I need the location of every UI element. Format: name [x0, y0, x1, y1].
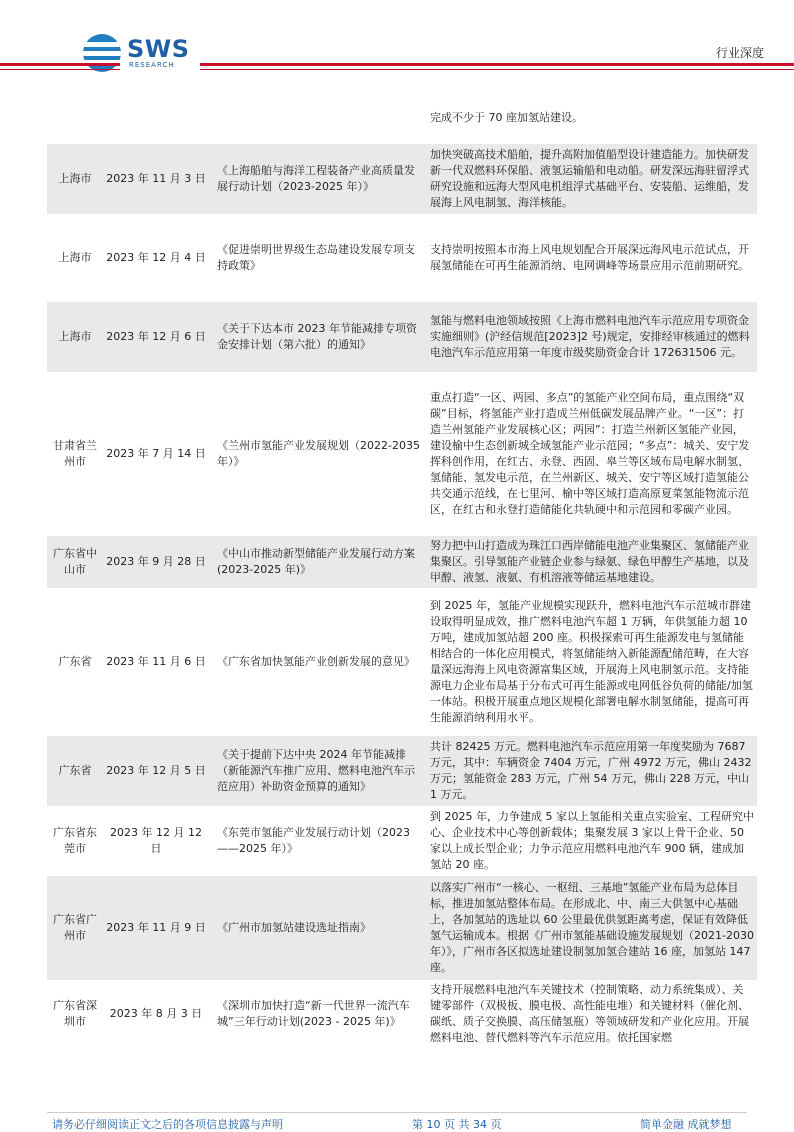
date-cell: 2023 年 11 月 3 日 [103, 144, 209, 214]
sws-logo [83, 34, 193, 74]
region-cell: 甘肃省兰州市 [47, 372, 103, 536]
region-cell: 广东省东莞市 [47, 806, 103, 876]
policy-content-cell: 氢能与燃料电池领域按照《上海市燃料电池汽车示范应用专项资金实施细则》(沪经信规范[2023]2 号)规定，安排经审核通过的燃料电池汽车示范应用第一年度市级奖励资金合计 172631506 元。 [424, 302, 757, 372]
policy-title-cell [209, 92, 424, 144]
policy-title-cell: 《深圳市加快打造“新一代世界一流汽车城”三年行动计划(2023 - 2025 年)》 [209, 980, 424, 1048]
policy-title-cell: 《东莞市氢能产业发展行动计划（2023——2025 年）》 [209, 806, 424, 876]
logo-globe-icon [83, 34, 121, 72]
table-row [47, 214, 757, 302]
header-rule-thin [200, 69, 794, 70]
region-cell: 广东省中山市 [47, 536, 103, 588]
region-cell [47, 92, 103, 144]
date-cell: 2023 年 12 月 4 日 [103, 214, 209, 302]
page-number: 第 10 页 共 34 页 [412, 1118, 502, 1131]
policy-title-cell: 《广州市加氢站建设选址指南》 [209, 876, 424, 980]
date-cell [103, 92, 209, 144]
policy-title-cell: 《中山市推动新型储能产业发展行动方案(2023-2025 年)》 [209, 536, 424, 588]
logo-subtext: RESEARCH [129, 61, 175, 69]
policy-title-cell: 《关于提前下达中央 2024 年节能减排（新能源汽车推广应用、燃料电池汽车示范应用）补助资金预算的通知》 [209, 736, 424, 806]
table-row [47, 588, 757, 736]
footer-disclaimer: 请务必仔细阅读正文之后的各项信息披露与声明 [52, 1118, 283, 1131]
date-cell: 2023 年 11 月 6 日 [103, 588, 209, 736]
table-row [47, 302, 757, 372]
region-cell: 广东省 [47, 588, 103, 736]
region-cell: 上海市 [47, 144, 103, 214]
policy-table [47, 92, 757, 1048]
region-cell: 广东省深圳市 [47, 980, 103, 1048]
region-cell: 上海市 [47, 302, 103, 372]
table-row [47, 736, 757, 806]
date-cell: 2023 年 12 月 12 日 [103, 806, 209, 876]
section-label: 行业深度 [715, 46, 764, 60]
footer-rule [47, 1112, 747, 1113]
header-rule [0, 63, 120, 66]
date-cell: 2023 年 12 月 5 日 [103, 736, 209, 806]
table-row [47, 372, 757, 536]
date-cell: 2023 年 8 月 3 日 [103, 980, 209, 1048]
region-cell: 广东省广州市 [47, 876, 103, 980]
table-row [47, 876, 757, 980]
footer-slogan: 简单金融 成就梦想 [640, 1118, 732, 1131]
policy-title-cell: 《兰州市氢能产业发展规划（2022-2035 年）》 [209, 372, 424, 536]
region-cell: 广东省 [47, 736, 103, 806]
policy-title-cell: 《促进崇明世界级生态岛建设发展专项支持政策》 [209, 214, 424, 302]
date-cell: 2023 年 11 月 9 日 [103, 876, 209, 980]
policy-content-cell: 努力把中山打造成为珠江口西岸储能电池产业集聚区、氢储能产业集聚区。引导氢能产业链企业参与绿氨、绿色甲醇生产基地，以及甲醇、液氢、液氨、有机溶液等储运基地建设。 [424, 536, 757, 588]
date-cell: 2023 年 7 月 14 日 [103, 372, 209, 536]
header-rule [200, 63, 794, 66]
header-rule-thin [0, 69, 120, 70]
policy-content-cell: 到 2025 年，力争建成 5 家以上氢能相关重点实验室、工程研究中心、企业技术中心等创新载体；集聚发展 3 家以上骨干企业、50 家以上成长型企业；力争示范应用燃料电池汽车 900 辆，建成加氢站 20 座。 [424, 806, 757, 876]
logo-text: SWS [127, 35, 190, 63]
table-row [47, 536, 757, 588]
date-cell: 2023 年 12 月 6 日 [103, 302, 209, 372]
policy-content-cell: 以落实广州市“一核心、一枢纽、三基地”氢能产业布局为总体目标，推进加氢站整体布局。在形成北、中、南三大供氢中心基础上，各加氢站的选址以 60 公里最优供氢距离考虑，保证有效降低氢气运输成本。根据《广州市氢能基础设施发展规划（2021-2030 年）》，广州市各区拟选址建设制氢加氢合建站 16 座，加氢站 147 座。 [424, 876, 757, 980]
policy-content-cell: 完成不少于 70 座加氢站建设。 [424, 92, 757, 144]
table-row [47, 144, 757, 214]
policy-content-cell: 加快突破高技术船舶，提升高附加值船型设计建造能力。加快研发新一代双燃料环保船、液氢运输船和电动船。研发深远海驻留浮式研究设施和远海大型风电机组浮式基础平台、安装船、运维船，发展海上风电制氢、海洋核能。 [424, 144, 757, 214]
policy-title-cell: 《上海船舶与海洋工程装备产业高质量发展行动计划（2023-2025 年）》 [209, 144, 424, 214]
date-cell: 2023 年 9 月 28 日 [103, 536, 209, 588]
policy-title-cell: 《广东省加快氢能产业创新发展的意见》 [209, 588, 424, 736]
policy-content-cell: 支持崇明按照本市海上风电规划配合开展深远海风电示范试点，开展氢储能在可再生能源消纳、电网调峰等场景应用示范前期研究。 [424, 214, 757, 302]
table-row [47, 806, 757, 876]
policy-content-cell: 重点打造“一区、两园、多点”的氢能产业空间布局，重点围绕“双碳”目标，将氢能产业打造成兰州低碳发展品牌产业。“一区”：打造兰州氢能产业发展核心区；两园”：打造兰州新区氢能产业园，建设榆中生态创新城全域氢能产业示范园；“多点”：城关、安宁发挥科创作用，在红古、永登、西固、皋兰等区域布局电解水制氢、氢储能、氢发电示范，在兰州新区、城关、安宁等区域打造氢能公共交通示范线，在七里河、榆中等区域打造高原夏菜氢能物流示范区，在红古和永登打造储能化共轨硬中和示范园和零碳产业园。 [424, 372, 757, 536]
policy-content-cell: 到 2025 年，氢能产业规模实现跃升，燃料电池汽车示范城市群建设取得明显成效，推广燃料电池汽车超 1 万辆，年供氢能力超 10 万吨，建成加氢站超 200 座。积极探索可再生能源发电与氢储能相结合的一体化应用模式，将氢储能纳入新能源配储范畴，在大容量深远海海上风电资源富集区域，开展海上风电制氢示范。支持能源电力企业布局基于分布式可再生能源或电网低谷负荷的储能/加氢一体站。积极开展重点地区规模化部署电解水制氢储能，提高可再生能源消纳利用水平。 [424, 588, 757, 736]
policy-content-cell: 共计 82425 万元。燃料电池汽车示范应用第一年度奖励为 7687 万元，其中：车辆资金 7404 万元，广州 4972 万元，佛山 2432 万元；氢能资金 283 万元，广州 54 万元，佛山 228 万元，中山 1 万元。 [424, 736, 757, 806]
table-row [47, 980, 757, 1048]
region-cell: 上海市 [47, 214, 103, 302]
table-row [47, 92, 757, 144]
policy-title-cell: 《关于下达本市 2023 年节能减排专项资金安排计划（第六批）的通知》 [209, 302, 424, 372]
page-header [0, 0, 794, 82]
policy-content-cell: 支持开展燃料电池汽车关键技术（控制策略、动力系统集成）、关键零部件（双极板、膜电极、高性能电堆）和关键材料（催化剂、碳纸、质子交换膜、高压储氢瓶）等领域研发和产业化应用。开展燃料电池、替代燃料等汽车示范应用。依托国家燃 [424, 980, 757, 1048]
